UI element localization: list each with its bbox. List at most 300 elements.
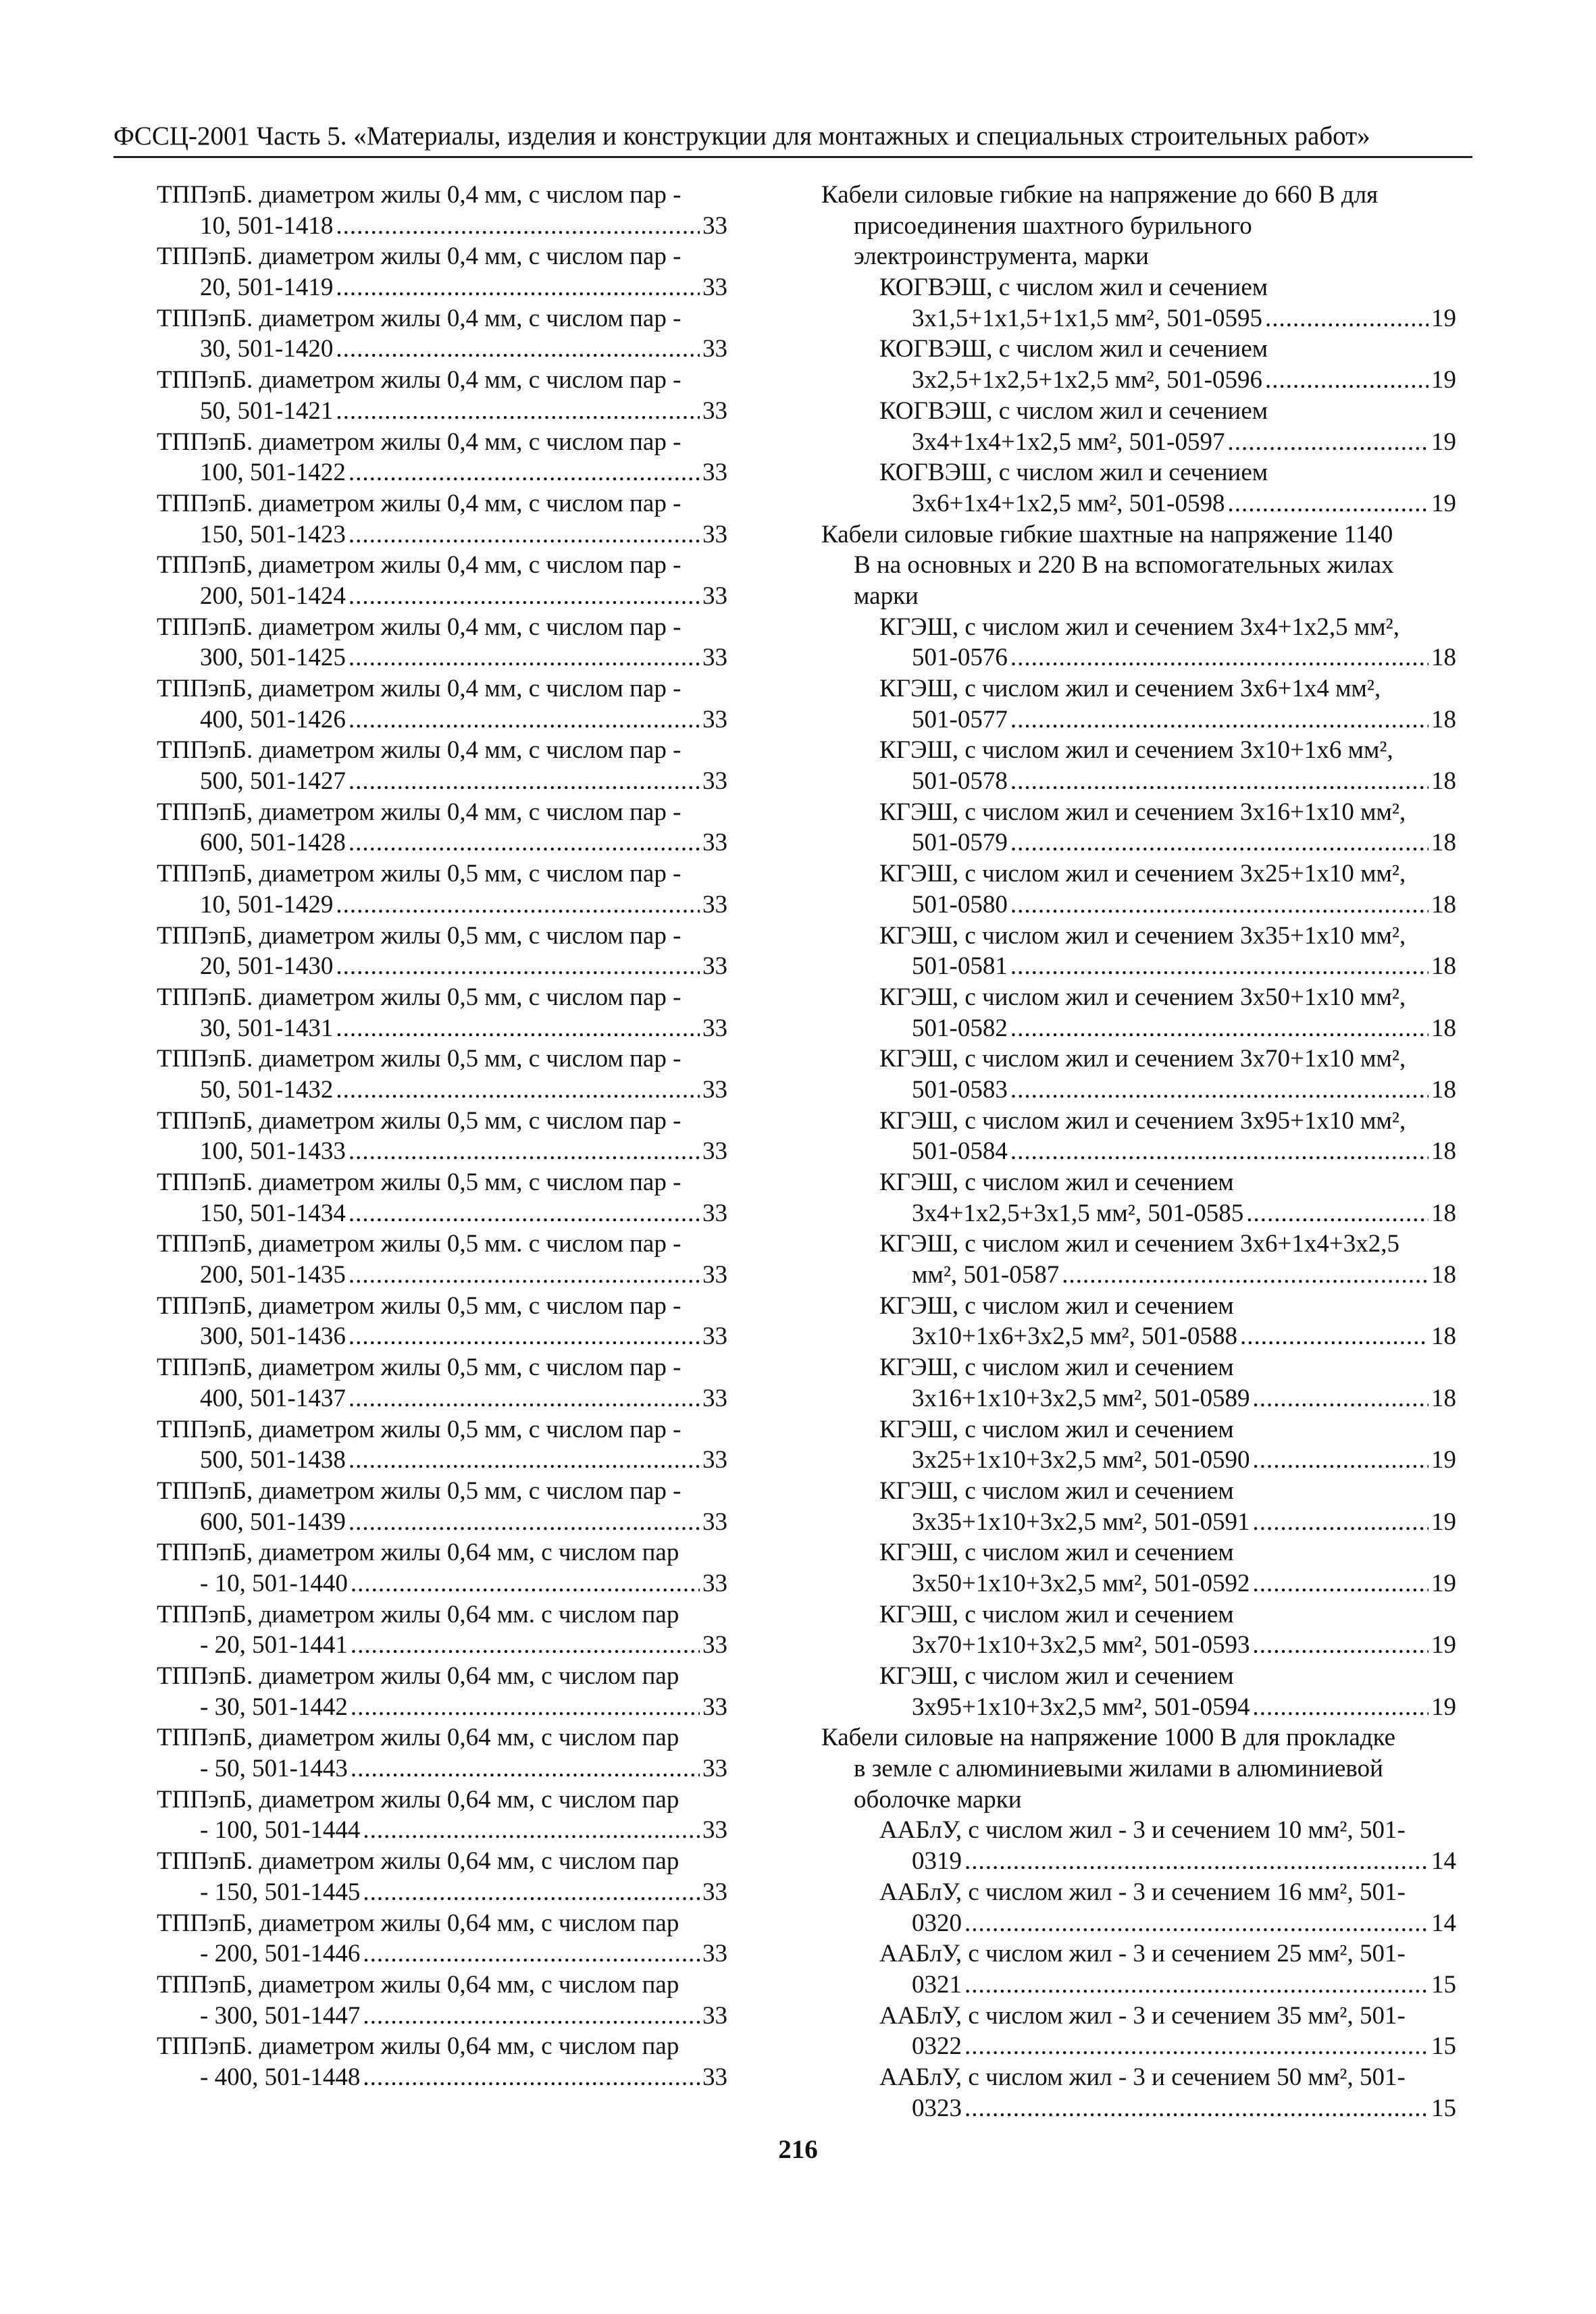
dot-leader: [1252, 1692, 1428, 1723]
entry-reference-line: [879, 1260, 1456, 1291]
index-entry: [157, 2031, 727, 2092]
dot-leader: [336, 890, 700, 921]
index-entry: [157, 921, 727, 982]
entry-reference-line: [879, 1846, 1456, 1877]
entry-page-number: 33: [702, 459, 727, 487]
dot-leader: [349, 1198, 700, 1229]
dot-leader: [336, 272, 700, 303]
entry-title: ТППэпБ. диаметром жилы 0,4 мм, с числом пар -: [157, 304, 681, 332]
entry-title: КГЭШ, с числом жил и сечением 3x6+1x4 мм²,: [879, 675, 1381, 702]
entry-page-number: 19: [1431, 304, 1456, 332]
entry-reference-line: [157, 2001, 727, 2032]
index-entry: [157, 303, 727, 365]
entry-reference-line: [157, 1507, 727, 1538]
entry-page-number: 18: [1431, 1199, 1456, 1227]
entry-page-number: 19: [1431, 1693, 1456, 1721]
entry-title: ТППэпБ. диаметром жилы 0,4 мм, с числом пар -: [157, 366, 681, 394]
dot-leader: [349, 827, 700, 858]
entry-reference-line: [879, 2031, 1456, 2062]
dot-leader: [1010, 766, 1428, 797]
dot-leader: [964, 1908, 1428, 1939]
header-divider: [113, 156, 1472, 158]
group-heading: Кабели силовые гибкие шахтные на напряжение 1140: [821, 520, 1393, 548]
entry-title: КОГВЭШ, с числом жил и сечением: [879, 396, 1268, 425]
entry-page-number: 33: [702, 644, 727, 672]
dot-leader: [1010, 951, 1428, 982]
entry-code: 3x1,5+1x1,5+1x1,5 мм², 501-0595: [912, 304, 1262, 332]
index-entry: [821, 1352, 1456, 1414]
entry-code: 300, 501-1436: [200, 1322, 346, 1351]
entry-reference-line: [879, 1692, 1456, 1723]
entry-title: КГЭШ, с числом жил и сечением: [879, 1168, 1234, 1196]
entry-title: ТППэпБ, диаметром жилы 0,5 мм, с числом пар -: [157, 1415, 681, 1443]
entry-page-number: 33: [702, 705, 727, 734]
dot-leader: [1010, 1136, 1428, 1167]
entry-title: ТППэпБ. диаметром жилы 0,64 мм, с числом пар: [157, 1847, 679, 1876]
entry-title: ТППэпБ, диаметром жилы 0,64 мм, с числом пар: [157, 1970, 679, 1999]
entry-page-number: 19: [1431, 1508, 1456, 1536]
dot-leader: [349, 1260, 700, 1291]
dot-leader: [349, 1321, 700, 1352]
entry-page-number: 33: [702, 767, 727, 796]
entry-code: 501-0581: [912, 952, 1008, 981]
entry-code: 3x10+1x6+3x2,5 мм², 501-0588: [912, 1322, 1237, 1351]
entry-code: 3x4+1x4+1x2,5 мм², 501-0597: [912, 428, 1225, 456]
entry-code: - 10, 501-1440: [200, 1569, 348, 1597]
entry-reference-line: [157, 1075, 727, 1106]
index-entry: [157, 365, 727, 426]
index-entry: [821, 1106, 1456, 1167]
entry-reference-line: [157, 827, 727, 858]
entry-code: 200, 501-1435: [200, 1261, 346, 1289]
index-entry: [157, 1167, 727, 1229]
entry-code: 150, 501-1423: [200, 520, 346, 548]
dot-leader: [964, 2031, 1428, 2062]
index-entry: [821, 797, 1456, 858]
index-entry: [821, 1599, 1456, 1661]
entry-title: ТППэпБ. диаметром жилы 0,5 мм, с числом пар -: [157, 983, 681, 1011]
entry-page-number: 18: [1431, 829, 1456, 857]
entry-reference-line: [157, 642, 727, 673]
entry-page-number: 33: [702, 1137, 727, 1166]
entry-reference-line: [157, 1383, 727, 1414]
entry-page-number: 33: [702, 1878, 727, 1906]
entry-title: ТППэпБ, диаметром жилы 0,4 мм, с числом пар -: [157, 798, 681, 826]
dot-leader: [336, 334, 700, 365]
entry-reference-line: [157, 1568, 727, 1599]
entry-code: 0323: [912, 2094, 962, 2122]
entry-code: 3x50+1x10+3x2,5 мм², 501-0592: [912, 1569, 1250, 1597]
entry-title: КГЭШ, с числом жил и сечением 3x10+1x6 мм²,: [879, 736, 1393, 765]
entry-title: ТППэпБ. диаметром жилы 0,4 мм, с числом пар -: [157, 242, 681, 271]
entry-title: ТППэпБ, диаметром жилы 0,64 мм, с числом пар: [157, 1724, 679, 1752]
entry-code: 3x6+1x4+1x2,5 мм², 501-0598: [912, 489, 1225, 517]
entry-page-number: 33: [702, 211, 727, 240]
dot-leader: [349, 704, 700, 736]
dot-leader: [363, 1938, 700, 1970]
index-entry: [821, 858, 1456, 920]
entry-code: 20, 501-1430: [200, 952, 334, 981]
entry-code: 501-0583: [912, 1075, 1008, 1104]
entry-reference-line: [157, 890, 727, 921]
dot-leader: [351, 1753, 700, 1784]
index-column-right: [821, 180, 1456, 2124]
entry-reference-line: [157, 519, 727, 550]
entry-page-number: 18: [1431, 705, 1456, 734]
entry-title: КГЭШ, с числом жил и сечением 3x6+1x4+3x2,5: [879, 1230, 1399, 1258]
dot-leader: [1010, 890, 1428, 921]
entry-title: ТППэпБ. диаметром жилы 0,64 мм, с числом пар: [157, 2032, 679, 2061]
entry-code: 50, 501-1432: [200, 1075, 334, 1104]
entry-title: ТППэпБ. диаметром жилы 0,4 мм, с числом пар -: [157, 736, 681, 765]
entry-title: ТППэпБ, диаметром жилы 0,4 мм, с числом пар -: [157, 551, 681, 580]
index-group: [821, 180, 1456, 519]
index-entry: [157, 1970, 727, 2031]
entry-reference-line: [879, 1075, 1456, 1106]
dot-leader: [363, 2062, 700, 2093]
entry-page-number: 18: [1431, 1384, 1456, 1412]
entry-title: КГЭШ, с числом жил и сечением: [879, 1476, 1234, 1505]
entry-code: 3x2,5+1x2,5+1x2,5 мм², 501-0596: [912, 366, 1262, 394]
entry-title: ТППэпБ, диаметром жилы 0,5 мм, с числом пар -: [157, 1354, 681, 1382]
entry-title: КГЭШ, с числом жил и сечением 3x16+1x10 мм²,: [879, 798, 1406, 826]
dot-leader: [1252, 1383, 1428, 1414]
entry-reference-line: [157, 766, 727, 797]
index-entry: [157, 1229, 727, 1290]
entry-reference-line: [157, 1321, 727, 1352]
entry-code: 501-0582: [912, 1014, 1008, 1042]
index-entry: [157, 673, 727, 735]
dot-leader: [1252, 1630, 1428, 1661]
dot-leader: [1010, 704, 1428, 736]
entry-title: КОГВЭШ, с числом жил и сечением: [879, 459, 1268, 487]
entry-page-number: 19: [1431, 366, 1456, 394]
index-entry: [157, 488, 727, 550]
entry-code: 600, 501-1428: [200, 829, 346, 857]
entry-code: 100, 501-1433: [200, 1137, 346, 1166]
index-entry: [821, 2062, 1456, 2124]
entry-page-number: 33: [702, 890, 727, 919]
index-entry: [821, 457, 1456, 519]
entry-code: - 300, 501-1447: [200, 2001, 361, 2030]
entry-title: ТППэпБ, диаметром жилы 0,5 мм, с числом пар -: [157, 921, 681, 950]
entry-page-number: 18: [1431, 767, 1456, 796]
index-entry: [157, 1784, 727, 1846]
entry-reference-line: [879, 642, 1456, 673]
index-entry: [821, 921, 1456, 982]
index-entry: [821, 334, 1456, 395]
entry-reference-line: [879, 1013, 1456, 1044]
entry-page-number: 18: [1431, 1075, 1456, 1104]
dot-leader: [1227, 427, 1428, 458]
entry-page-number: 33: [702, 1075, 727, 1104]
entry-title: ТППэпБ. диаметром жилы 0,5 мм, с числом пар -: [157, 1168, 681, 1196]
entry-code: 501-0576: [912, 644, 1008, 672]
entry-code: 3x25+1x10+3x2,5 мм², 501-0590: [912, 1446, 1250, 1474]
entry-page-number: 33: [702, 335, 727, 363]
dot-leader: [351, 1568, 700, 1599]
entry-code: 3x35+1x10+3x2,5 мм², 501-0591: [912, 1508, 1250, 1536]
entry-title: ТППэпБ, диаметром жилы 0,64 мм, с числом пар: [157, 1539, 679, 1567]
entry-code: 200, 501-1424: [200, 582, 346, 610]
entry-reference-line: [879, 1908, 1456, 1939]
index-entry: [157, 982, 727, 1044]
group-heading: электроинструмента, марки: [854, 242, 1149, 271]
entry-code: - 400, 501-1448: [200, 2063, 361, 2091]
dot-leader: [964, 1846, 1428, 1877]
group-heading: Кабели силовые на напряжение 1000 В для прокладке: [821, 1724, 1396, 1752]
entry-code: 10, 501-1429: [200, 890, 334, 919]
index-entry: [157, 1106, 727, 1167]
index-entry: [157, 1661, 727, 1722]
entry-code: - 50, 501-1443: [200, 1755, 348, 1783]
index-entry: [157, 1599, 727, 1661]
index-entry: [821, 2001, 1456, 2062]
entry-reference-line: [879, 766, 1456, 797]
entry-reference-line: [879, 2093, 1456, 2124]
entry-page-number: 33: [702, 1199, 727, 1227]
index-group: [821, 1722, 1456, 2124]
dot-leader: [1252, 1507, 1428, 1538]
entry-title: КГЭШ, с числом жил и сечением 3x4+1x2,5 мм²,: [879, 613, 1400, 641]
index-entry: [157, 1908, 727, 1970]
entry-code: 501-0580: [912, 890, 1008, 919]
entry-code: - 30, 501-1442: [200, 1693, 348, 1721]
entry-reference-line: [157, 2062, 727, 2093]
entry-page-number: 18: [1431, 1261, 1456, 1289]
entry-code: 400, 501-1426: [200, 705, 346, 734]
index-entry: [821, 735, 1456, 796]
entry-code: 10, 501-1418: [200, 211, 334, 240]
entry-title: ТППэпБ, диаметром жилы 0,5 мм. с числом пар -: [157, 1230, 681, 1258]
entry-title: ТППэпБ, диаметром жилы 0,5 мм, с числом пар -: [157, 860, 681, 888]
index-entry: [157, 1414, 727, 1476]
entry-title: ТППэпБ. диаметром жилы 0,4 мм, с числом пар -: [157, 613, 681, 641]
dot-leader: [1010, 827, 1428, 858]
entry-reference-line: [879, 827, 1456, 858]
entry-code: 501-0584: [912, 1137, 1008, 1166]
entry-title: ТППэпБ, диаметром жилы 0,5 мм, с числом пар -: [157, 1476, 681, 1505]
dot-leader: [1227, 488, 1428, 519]
entry-title: КГЭШ, с числом жил и сечением 3x25+1x10 мм²,: [879, 860, 1406, 888]
entry-page-number: 33: [702, 1755, 727, 1783]
entry-reference-line: [879, 890, 1456, 921]
entry-code: 3x95+1x10+3x2,5 мм², 501-0594: [912, 1693, 1250, 1721]
dot-leader: [1010, 1013, 1428, 1044]
entry-page-number: 33: [702, 1693, 727, 1721]
entry-page-number: 15: [1431, 2094, 1456, 2122]
entry-page-number: 33: [702, 1446, 727, 1474]
entry-reference-line: [157, 457, 727, 488]
entry-reference-line: [879, 951, 1456, 982]
entry-title: ААБлУ, с числом жил - 3 и сечением 25 мм², 501-: [879, 1940, 1406, 1968]
dot-leader: [1246, 1198, 1428, 1229]
index-entry: [821, 612, 1456, 673]
entry-title: КГЭШ, с числом жил и сечением: [879, 1291, 1234, 1320]
index-entry: [157, 550, 727, 611]
entry-code: 3x16+1x10+3x2,5 мм², 501-0589: [912, 1384, 1250, 1412]
index-entry: [821, 1661, 1456, 1722]
dot-leader: [363, 2001, 700, 2032]
entry-code: 0321: [912, 1970, 962, 1999]
index-entry: [821, 1815, 1456, 1876]
group-heading: В на основных и 220 В на вспомогательных жилах: [854, 551, 1394, 580]
entry-reference-line: [157, 1692, 727, 1723]
entry-page-number: 19: [1431, 489, 1456, 517]
entry-title: КГЭШ, с числом жил и сечением 3x95+1x10 мм²,: [879, 1106, 1406, 1135]
entry-reference-line: [157, 211, 727, 242]
entry-page-number: 33: [702, 1508, 727, 1536]
entry-page-number: 33: [702, 396, 727, 425]
dot-leader: [1010, 1075, 1428, 1106]
group-heading: марки: [854, 582, 919, 610]
entry-title: ТППэпБ, диаметром жилы 0,64 мм, с числом пар: [157, 1785, 679, 1814]
dot-leader: [336, 1075, 700, 1106]
index-entry: [157, 1846, 727, 1907]
dot-leader: [349, 519, 700, 550]
index-entry: [821, 1167, 1456, 1229]
index-entry: [157, 427, 727, 488]
index-entry: [821, 1291, 1456, 1352]
entry-reference-line: [157, 1013, 727, 1044]
dot-leader: [349, 581, 700, 612]
entry-title: ААБлУ, с числом жил - 3 и сечением 10 мм², 501-: [879, 1816, 1406, 1845]
index-entry: [821, 1044, 1456, 1105]
entry-page-number: 33: [702, 1816, 727, 1845]
entry-title: ТППэпБ, диаметром жилы 0,5 мм, с числом пар -: [157, 1106, 681, 1135]
index-entry: [157, 180, 727, 241]
index-column-left: [157, 180, 727, 2093]
group-heading: оболочке марки: [854, 1785, 1022, 1814]
entry-code: 300, 501-1425: [200, 644, 346, 672]
dot-leader: [363, 1877, 700, 1908]
index-entry: [821, 272, 1456, 334]
entry-reference-line: [157, 1877, 727, 1908]
entry-code: 400, 501-1437: [200, 1384, 346, 1412]
entry-page-number: 19: [1431, 1446, 1456, 1474]
entry-reference-line: [157, 1753, 727, 1784]
entry-code: 50, 501-1421: [200, 396, 334, 425]
entry-code: 3x70+1x10+3x2,5 мм², 501-0593: [912, 1631, 1250, 1660]
index-entry: [157, 858, 727, 920]
entry-code: 150, 501-1434: [200, 1199, 346, 1227]
entry-reference-line: [157, 1198, 727, 1229]
dot-leader: [1265, 365, 1428, 396]
entry-title: КГЭШ, с числом жил и сечением 3x70+1x10 мм²,: [879, 1045, 1406, 1073]
entry-title: ТППэпБ. диаметром жилы 0,4 мм, с числом пар -: [157, 428, 681, 456]
entry-title: ТППэпБ, диаметром жилы 0,5 мм, с числом пар -: [157, 1291, 681, 1320]
entry-reference-line: [157, 396, 727, 427]
entry-page-number: 15: [1431, 2032, 1456, 2061]
index-entry: [821, 1229, 1456, 1290]
index-entry: [157, 735, 727, 796]
entry-title: ТППэпБ, диаметром жилы 0,64 мм, с числом пар: [157, 1909, 679, 1937]
entry-code: 500, 501-1427: [200, 767, 346, 796]
entry-reference-line: [157, 1445, 727, 1476]
entry-code: 0319: [912, 1847, 962, 1876]
entry-reference-line: [157, 704, 727, 736]
group-heading: в земле с алюминиевыми жилами в алюминиевой: [854, 1755, 1383, 1783]
dot-leader: [349, 1507, 700, 1538]
dot-leader: [349, 642, 700, 673]
entry-page-number: 19: [1431, 1569, 1456, 1597]
entry-code: 600, 501-1439: [200, 1508, 346, 1536]
dot-leader: [1252, 1568, 1428, 1599]
index-entry: [157, 1537, 727, 1599]
entry-reference-line: [157, 1815, 727, 1846]
dot-leader: [349, 1136, 700, 1167]
entry-page-number: 18: [1431, 644, 1456, 672]
entry-page-number: 33: [702, 1261, 727, 1289]
entry-reference-line: [879, 1383, 1456, 1414]
entry-title: КОГВЭШ, с числом жил и сечением: [879, 274, 1268, 302]
dot-leader: [964, 1970, 1428, 2001]
entry-title: ААБлУ, с числом жил - 3 и сечением 35 мм², 501-: [879, 2001, 1406, 2030]
entry-title: КГЭШ, с числом жил и сечением: [879, 1415, 1234, 1443]
entry-reference-line: [879, 1507, 1456, 1538]
index-entry: [157, 1722, 727, 1784]
entry-code: - 100, 501-1444: [200, 1816, 361, 1845]
entry-code: 30, 501-1420: [200, 335, 334, 363]
entry-page-number: 33: [702, 2063, 727, 2091]
page-header: ФССЦ-2001 Часть 5. «Материалы, изделия и конструкции для монтажных и специальных строительных работ»: [113, 122, 1370, 151]
entry-page-number: 33: [702, 952, 727, 981]
index-entry: [157, 1476, 727, 1537]
dot-leader: [349, 1383, 700, 1414]
entry-code: 30, 501-1431: [200, 1014, 334, 1042]
entry-title: КГЭШ, с числом жил и сечением: [879, 1354, 1234, 1382]
index-entry: [821, 1877, 1456, 1938]
entry-reference-line: [879, 1321, 1456, 1352]
index-entry: [821, 982, 1456, 1044]
entry-code: 501-0579: [912, 829, 1008, 857]
group-heading: Кабели силовые гибкие на напряжение до 660 В для: [821, 181, 1379, 209]
entry-reference-line: [879, 1136, 1456, 1167]
entry-code: 0320: [912, 1909, 962, 1937]
entry-page-number: 18: [1431, 890, 1456, 919]
entry-reference-line: [879, 1970, 1456, 2001]
index-entry: [821, 673, 1456, 735]
index-entry: [157, 1291, 727, 1352]
entry-title: КГЭШ, с числом жил и сечением: [879, 1662, 1234, 1690]
entry-reference-line: [879, 488, 1456, 519]
entry-title: КОГВЭШ, с числом жил и сечением: [879, 335, 1268, 363]
page-number: 216: [778, 2135, 818, 2164]
entry-reference-line: [157, 581, 727, 612]
dot-leader: [351, 1692, 700, 1723]
index-entry: [157, 797, 727, 858]
entry-page-number: 33: [702, 1569, 727, 1597]
entry-page-number: 18: [1431, 1014, 1456, 1042]
entry-reference-line: [157, 1136, 727, 1167]
entry-code: мм², 501-0587: [912, 1261, 1060, 1289]
entry-title: КГЭШ, с числом жил и сечением 3x50+1x10 мм²,: [879, 983, 1406, 1011]
entry-reference-line: [879, 704, 1456, 736]
entry-title: ТППэпБ, диаметром жилы 0,4 мм, с числом пар -: [157, 675, 681, 702]
dot-leader: [363, 1815, 700, 1846]
entry-code: 501-0578: [912, 767, 1008, 796]
entry-page-number: 33: [702, 1940, 727, 1968]
entry-title: ТППэпБ. диаметром жилы 0,4 мм, с числом пар -: [157, 181, 681, 209]
entry-page-number: 18: [1431, 1137, 1456, 1166]
index-entry: [157, 1352, 727, 1414]
entry-code: 501-0577: [912, 705, 1008, 734]
dot-leader: [336, 1013, 700, 1044]
dot-leader: [351, 1630, 700, 1661]
entry-page-number: 18: [1431, 952, 1456, 981]
entry-title: ТППэпБ. диаметром жилы 0,5 мм, с числом пар -: [157, 1045, 681, 1073]
entry-reference-line: [879, 427, 1456, 458]
